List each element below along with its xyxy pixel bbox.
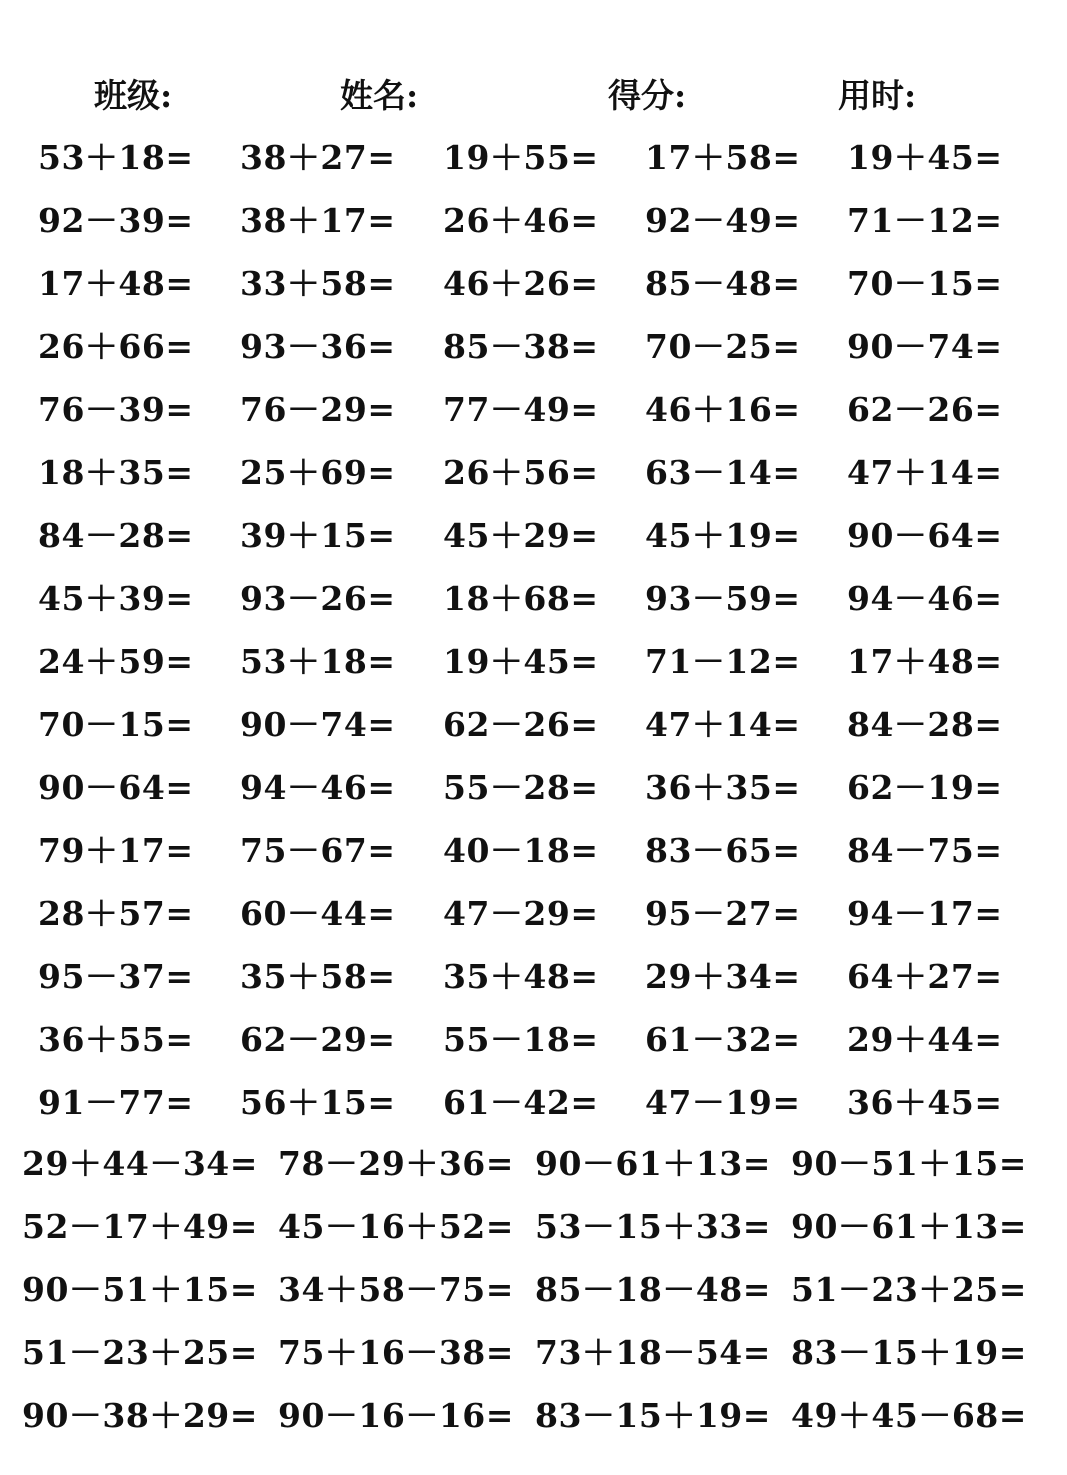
problem-item: 29＋44= [847,1020,1003,1059]
problem-item: 94－17= [847,894,1003,933]
problem-item: 84－28= [38,516,194,555]
problem-item: 90－64= [38,768,194,807]
problem-row [0,315,1067,378]
problem-item: 95－37= [38,957,194,996]
problem-item: 53＋18= [240,642,396,681]
problem-row [0,504,1067,567]
problem-item: 90－61＋13= [791,1207,1027,1246]
problem-item: 51－23＋25= [22,1333,258,1372]
problem-item: 40－18= [443,831,599,870]
problem-item: 35＋58= [240,957,396,996]
problem-item: 61－42= [443,1083,599,1122]
problem-item: 75＋16－38= [278,1333,514,1372]
problem-item: 92－39= [38,201,194,240]
problem-item: 18＋68= [443,579,599,618]
problem-row [0,1384,1067,1447]
problem-row [0,567,1067,630]
problem-item: 73＋18－54= [535,1333,771,1372]
problem-item: 85－48= [645,264,801,303]
problem-item: 29＋34= [645,957,801,996]
problem-item: 85－38= [443,327,599,366]
problem-row [0,441,1067,504]
problem-item: 78－29＋36= [278,1144,514,1183]
problem-item: 53＋18= [38,138,194,177]
problem-item: 47－29= [443,894,599,933]
problem-item: 35＋48= [443,957,599,996]
problem-row [0,189,1067,252]
three-term-problem-grid [0,1132,1067,1447]
time-label: 用时: [838,76,917,115]
problem-item: 47＋14= [645,705,801,744]
problem-item: 18＋35= [38,453,194,492]
problem-item: 26＋46= [443,201,599,240]
problem-item: 36＋35= [645,768,801,807]
problem-item: 17＋58= [645,138,801,177]
problem-item: 47－19= [645,1083,801,1122]
problem-row [0,1008,1067,1071]
problem-item: 51－23＋25= [791,1270,1027,1309]
problem-item: 93－36= [240,327,396,366]
problem-row [0,945,1067,1008]
problem-item: 17＋48= [847,642,1003,681]
problem-item: 29＋44－34= [22,1144,258,1183]
problem-item: 83－15＋19= [791,1333,1027,1372]
two-term-problem-grid [0,126,1067,1134]
problem-item: 90－51＋15= [22,1270,258,1309]
problem-row [0,630,1067,693]
problem-item: 83－65= [645,831,801,870]
problem-item: 17＋48= [38,264,194,303]
problem-row [0,126,1067,189]
name-label: 姓名: [340,76,419,115]
problem-item: 56＋15= [240,1083,396,1122]
problem-item: 28＋57= [38,894,194,933]
problem-row [0,1195,1067,1258]
problem-item: 55－18= [443,1020,599,1059]
problem-item: 36＋45= [847,1083,1003,1122]
problem-row [0,378,1067,441]
problem-item: 71－12= [645,642,801,681]
problem-item: 46＋26= [443,264,599,303]
problem-item: 93－59= [645,579,801,618]
problem-row [0,1132,1067,1195]
problem-item: 49＋45－68= [791,1396,1027,1435]
problem-item: 45＋19= [645,516,801,555]
problem-item: 45＋29= [443,516,599,555]
problem-item: 19＋45= [443,642,599,681]
problem-item: 60－44= [240,894,396,933]
problem-item: 70－25= [645,327,801,366]
problem-item: 19＋55= [443,138,599,177]
problem-item: 63－14= [645,453,801,492]
problem-item: 19＋45= [847,138,1003,177]
problem-item: 45＋39= [38,579,194,618]
problem-item: 92－49= [645,201,801,240]
problem-item: 93－26= [240,579,396,618]
problem-row [0,882,1067,945]
problem-row [0,1071,1067,1134]
problem-item: 91－77= [38,1083,194,1122]
problem-item: 62－26= [443,705,599,744]
problem-item: 53－15＋33= [535,1207,771,1246]
problem-item: 34＋58－75= [278,1270,514,1309]
problem-item: 90－64= [847,516,1003,555]
problem-item: 95－27= [645,894,801,933]
problem-item: 90－16－16= [278,1396,514,1435]
problem-item: 84－75= [847,831,1003,870]
problem-item: 36＋55= [38,1020,194,1059]
worksheet-header [0,70,1067,122]
problem-item: 25＋69= [240,453,396,492]
problem-item: 90－74= [847,327,1003,366]
problem-item: 70－15= [847,264,1003,303]
problem-item: 26＋56= [443,453,599,492]
problem-item: 90－51＋15= [791,1144,1027,1183]
score-label: 得分: [608,76,687,115]
problem-item: 83－15＋19= [535,1396,771,1435]
problem-item: 45－16＋52= [278,1207,514,1246]
problem-item: 70－15= [38,705,194,744]
problem-row [0,1321,1067,1384]
problem-item: 38＋17= [240,201,396,240]
problem-item: 52－17＋49= [22,1207,258,1246]
problem-item: 62－26= [847,390,1003,429]
problem-item: 76－39= [38,390,194,429]
problem-item: 85－18－48= [535,1270,771,1309]
problem-item: 61－32= [645,1020,801,1059]
problem-item: 26＋66= [38,327,194,366]
problem-item: 94－46= [847,579,1003,618]
problem-item: 62－29= [240,1020,396,1059]
problem-item: 24＋59= [38,642,194,681]
problem-item: 62－19= [847,768,1003,807]
problem-row [0,693,1067,756]
problem-item: 90－74= [240,705,396,744]
problem-row [0,756,1067,819]
class-label: 班级: [94,76,173,115]
problem-item: 71－12= [847,201,1003,240]
problem-item: 94－46= [240,768,396,807]
problem-item: 75－67= [240,831,396,870]
problem-item: 90－61＋13= [535,1144,771,1183]
problem-row [0,1258,1067,1321]
problem-item: 79＋17= [38,831,194,870]
problem-item: 33＋58= [240,264,396,303]
problem-item: 39＋15= [240,516,396,555]
problem-item: 38＋27= [240,138,396,177]
problem-item: 77－49= [443,390,599,429]
problem-item: 90－38＋29= [22,1396,258,1435]
problem-item: 76－29= [240,390,396,429]
problem-item: 55－28= [443,768,599,807]
problem-item: 47＋14= [847,453,1003,492]
problem-item: 64＋27= [847,957,1003,996]
problem-item: 84－28= [847,705,1003,744]
problem-row [0,819,1067,882]
problem-item: 46＋16= [645,390,801,429]
problem-row [0,252,1067,315]
